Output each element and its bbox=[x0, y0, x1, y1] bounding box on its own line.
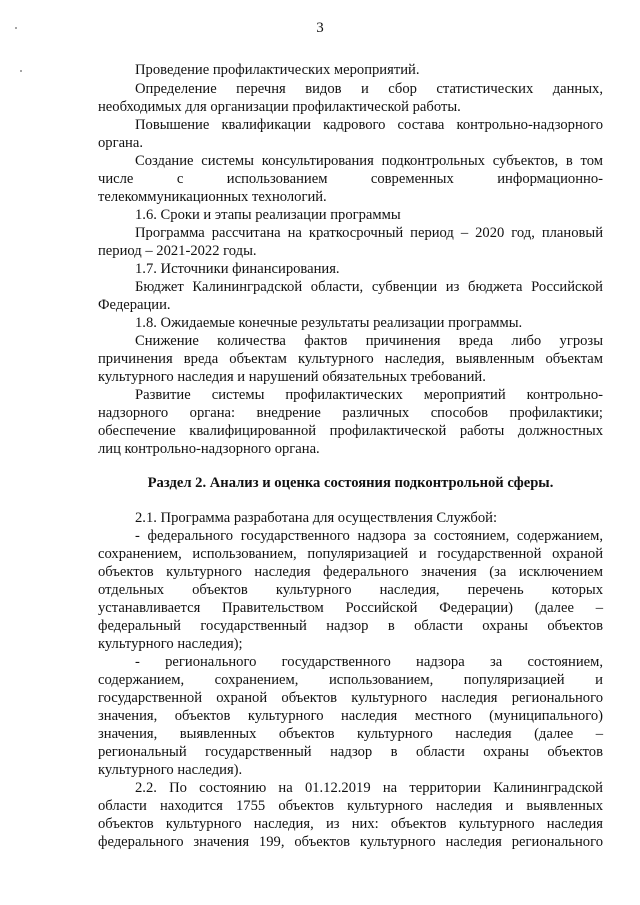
text-line: культурного наследия и нарушений обязательных требований. bbox=[98, 369, 486, 385]
text-line: - федерального государственного надзора за состоянием, содержанием, bbox=[135, 528, 603, 544]
text-line: культурного наследия); bbox=[98, 636, 243, 652]
text-line: Федерации. bbox=[98, 297, 171, 313]
text-line: 1.6. Сроки и этапы реализации программы bbox=[135, 207, 401, 223]
text-line: 1.7. Источники финансирования. bbox=[135, 261, 340, 277]
text-line: региональный государственный надзор в области охраны объектов bbox=[98, 744, 603, 760]
text-line: объектов культурного наследия федерального значения (за исключением bbox=[98, 564, 603, 580]
text-line: культурного наследия). bbox=[98, 762, 243, 778]
text-line: сохранением, использованием, популяризацией и государственной охраной bbox=[98, 546, 603, 562]
text-line: государственной охраной объектов культурного наследия регионального bbox=[98, 690, 603, 706]
scan-speck bbox=[20, 70, 22, 72]
text-line: Проведение профилактических мероприятий. bbox=[135, 62, 420, 78]
text-line: содержанием, сохранением, использованием, популяризацией и bbox=[98, 672, 603, 688]
text-line: Повышение квалификации кадрового состава контрольно-надзорного bbox=[135, 117, 603, 133]
text-line: федерального значения 199, объектов культурного наследия регионального bbox=[98, 834, 603, 850]
text-line: 1.8. Ожидаемые конечные результаты реализации программы. bbox=[135, 315, 523, 331]
text-line: области находится 1755 объектов культурного наследия и выявленных bbox=[98, 798, 603, 814]
text-line: лиц контрольно-надзорного органа. bbox=[98, 441, 320, 457]
page-number: 3 bbox=[316, 20, 324, 36]
text-line: Создание системы консультирования подконтрольных субъектов, в том bbox=[135, 153, 603, 169]
text-line: Развитие системы профилактических мероприятий контрольно- bbox=[135, 387, 603, 403]
text-line: органа. bbox=[98, 135, 143, 151]
text-line: отдельных объектов культурного наследия, перечень которых bbox=[98, 582, 603, 598]
text-line: период – 2021-2022 годы. bbox=[98, 243, 257, 259]
text-line: Бюджет Калининградской области, субвенции из бюджета Российской bbox=[135, 279, 603, 295]
text-line: 2.1. Программа разработана для осуществления Службой: bbox=[135, 510, 498, 526]
text-line: необходимых для организации профилактической работы. bbox=[98, 99, 461, 115]
text-line: Определение перечня видов и сбор статистических данных, bbox=[135, 81, 603, 97]
text-line: надзорного органа: внедрение различных способов профилактики; bbox=[98, 405, 603, 421]
text-line: Программа рассчитана на краткосрочный период – 2020 год, плановый bbox=[135, 225, 603, 241]
text-line: телекоммуникационных технологий. bbox=[98, 189, 327, 205]
text-line: федеральный государственный надзор в области охраны объектов bbox=[98, 618, 603, 634]
text-line: 2.2. По состоянию на 01.12.2019 на территории Калининградской bbox=[135, 780, 603, 796]
text-line: значения, объектов культурного наследия местного (муниципального) bbox=[98, 708, 603, 724]
text-line: Снижение количества фактов причинения вреда либо угрозы bbox=[135, 333, 603, 349]
text-line: числе с использованием современных информационно- bbox=[98, 171, 603, 187]
text-line: обеспечение квалифицированной профилактической работы должностных bbox=[98, 423, 603, 439]
text-line: - регионального государственного надзора за состоянием, bbox=[135, 654, 603, 670]
text-line: значения, выявленных объектов культурного наследия (далее – bbox=[98, 726, 603, 742]
scan-speck bbox=[15, 27, 17, 29]
text-line: причинения вреда объектам культурного наследия, выявленным объектам bbox=[98, 351, 603, 367]
text-line: устанавливается Правительством Российской Федерации) (далее – bbox=[98, 600, 603, 616]
section-heading: Раздел 2. Анализ и оценка состояния подконтрольной сферы. bbox=[147, 475, 554, 491]
text-line: объектов культурного наследия, из них: объектов культурного наследия bbox=[98, 816, 603, 832]
